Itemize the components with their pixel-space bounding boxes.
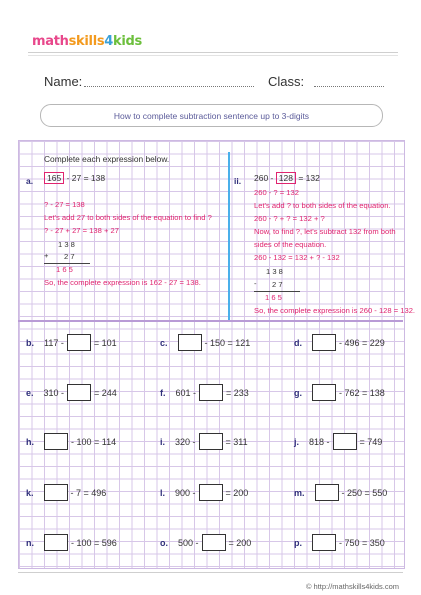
example-ii-line: Now, to find ?, let's subtract 132 from both: [254, 227, 396, 236]
problem-label: c.: [160, 337, 168, 348]
answer-box[interactable]: [312, 534, 336, 551]
problem-label: j.: [294, 436, 300, 447]
answer-box[interactable]: [312, 334, 336, 351]
example-i-col-op: +: [44, 251, 49, 260]
answer-box[interactable]: [44, 433, 68, 450]
answer-box[interactable]: [312, 384, 336, 401]
problem-label: e.: [26, 387, 34, 398]
footer-divider: [18, 572, 403, 573]
section-divider: [18, 320, 403, 322]
problem-text: - 496 = 229: [339, 337, 385, 348]
answer-box[interactable]: [199, 484, 223, 501]
example-ii-answer-box: 128: [276, 172, 296, 184]
problem-item: [160, 433, 248, 450]
problem-label: m.: [294, 487, 305, 498]
problem-label: b.: [26, 337, 34, 348]
problem-item: [160, 484, 248, 501]
problem-label: f.: [160, 387, 166, 398]
answer-box[interactable]: [67, 384, 91, 401]
example-ii-col-mid: 2 7: [272, 280, 283, 289]
problem-item: [26, 334, 117, 351]
problem-text: - 150 = 121: [204, 337, 251, 348]
example-ii-line: 260 - 132 = 132 + ? - 132: [254, 253, 340, 262]
problem-text: = 244: [94, 387, 117, 398]
answer-box[interactable]: [178, 334, 202, 351]
problem-text: - 750 = 350: [339, 537, 385, 548]
answer-box[interactable]: [199, 384, 223, 401]
problem-text: 500 -: [178, 537, 199, 548]
example-ii-line: Let's add ? to both sides of the equation.: [254, 201, 391, 210]
problem-text: = 749: [359, 436, 383, 447]
worksheet-title: How to complete subtraction sentence up to 3-digits: [40, 104, 383, 127]
problem-item: [26, 484, 106, 501]
example-i-line: ? - 27 + 27 = 138 + 27: [44, 226, 119, 235]
example-ii-col-op: -: [254, 279, 257, 288]
problem-text: 320 -: [175, 436, 196, 447]
example-ii-line: 260 - ? = 132: [254, 188, 299, 197]
problem-item: [160, 384, 249, 401]
instructions: Complete each expression below.: [44, 154, 170, 164]
footer-url: © http://mathskills4kids.com: [305, 582, 399, 591]
class-field[interactable]: [314, 86, 384, 87]
example-ii-line: 260 - ? + ? = 132 + ?: [254, 214, 325, 223]
problem-text: = 200: [228, 537, 252, 548]
problem-text: - 250 = 550: [341, 487, 388, 498]
example-ii-label: ii.: [234, 176, 242, 186]
problem-text: = 233: [226, 387, 249, 398]
example-i-col-mid: 2 7: [64, 252, 75, 261]
example-ii-col-top: 1 3 8: [266, 267, 283, 276]
example-i-answer-box: 165: [44, 172, 64, 184]
example-i-col-top: 1 3 8: [58, 240, 75, 249]
problem-label: d.: [294, 337, 302, 348]
header-divider-secondary: [28, 55, 398, 56]
answer-box[interactable]: [202, 534, 226, 551]
example-ii-equation: 260 - 128 = 132: [254, 173, 320, 183]
site-logo: mathskills4kids: [32, 34, 142, 49]
problem-text: 117 -: [44, 337, 64, 348]
example-ii-conclusion: So, the complete expression is 260 - 128 = 132.: [254, 306, 416, 315]
example-i-col-result: 1 6 5: [56, 265, 73, 274]
example-ii-line: sides of the equation.: [254, 240, 327, 249]
problem-label: l.: [160, 487, 166, 498]
header-divider: [28, 52, 398, 53]
example-i-label: a.: [26, 176, 34, 186]
problem-label: o.: [160, 537, 168, 548]
answer-box[interactable]: [44, 534, 68, 551]
example-ii-col-result: 1 6 5: [265, 293, 282, 302]
problem-item: [160, 334, 250, 351]
problem-label: i.: [160, 436, 166, 447]
problem-item: [26, 384, 117, 401]
problem-text: - 100 = 596: [71, 537, 117, 548]
example-ii-diff-line: [254, 291, 300, 292]
problem-text: = 200: [225, 487, 249, 498]
example-i-line: ? - 27 = 138: [44, 200, 85, 209]
problem-text: - 762 = 138: [339, 387, 385, 398]
example-i-conclusion: So, the complete expression is 162 - 27 = 138.: [44, 278, 201, 287]
problem-text: 818 -: [309, 436, 330, 447]
problem-text: 900 -: [175, 487, 196, 498]
problem-label: n.: [26, 537, 34, 548]
answer-box[interactable]: [333, 433, 357, 450]
problem-item: [294, 433, 382, 450]
answer-box[interactable]: [67, 334, 91, 351]
example-divider: [228, 152, 230, 320]
class-label: Class:: [268, 74, 305, 89]
problem-item: [26, 534, 117, 551]
example-i-sum-line: [44, 263, 90, 264]
problem-label: g.: [294, 387, 302, 398]
problem-text: = 311: [225, 436, 248, 447]
problem-text: - 100 = 114: [71, 436, 117, 447]
answer-box[interactable]: [44, 484, 68, 501]
name-label: Name:: [44, 74, 83, 89]
problem-text: 310 -: [43, 387, 65, 398]
problem-text: = 101: [93, 337, 117, 348]
problem-label: k.: [26, 487, 34, 498]
example-i-equation: 165 - 27 = 138: [44, 174, 105, 183]
answer-box[interactable]: [199, 433, 223, 450]
problem-item: [294, 484, 387, 501]
problem-item: [160, 534, 251, 551]
problem-item: [26, 433, 116, 450]
problem-label: h.: [26, 436, 34, 447]
name-field[interactable]: [84, 86, 254, 87]
problem-item: [294, 384, 385, 401]
problem-item: [294, 534, 385, 551]
example-i-line: Let's add 27 to both sides of the equation to find ?: [44, 213, 212, 222]
problem-text: 601 -: [175, 387, 197, 398]
answer-box[interactable]: [315, 484, 339, 501]
problem-item: [294, 334, 385, 351]
problem-text: - 7 = 496: [70, 487, 107, 498]
problem-label: p.: [294, 537, 302, 548]
